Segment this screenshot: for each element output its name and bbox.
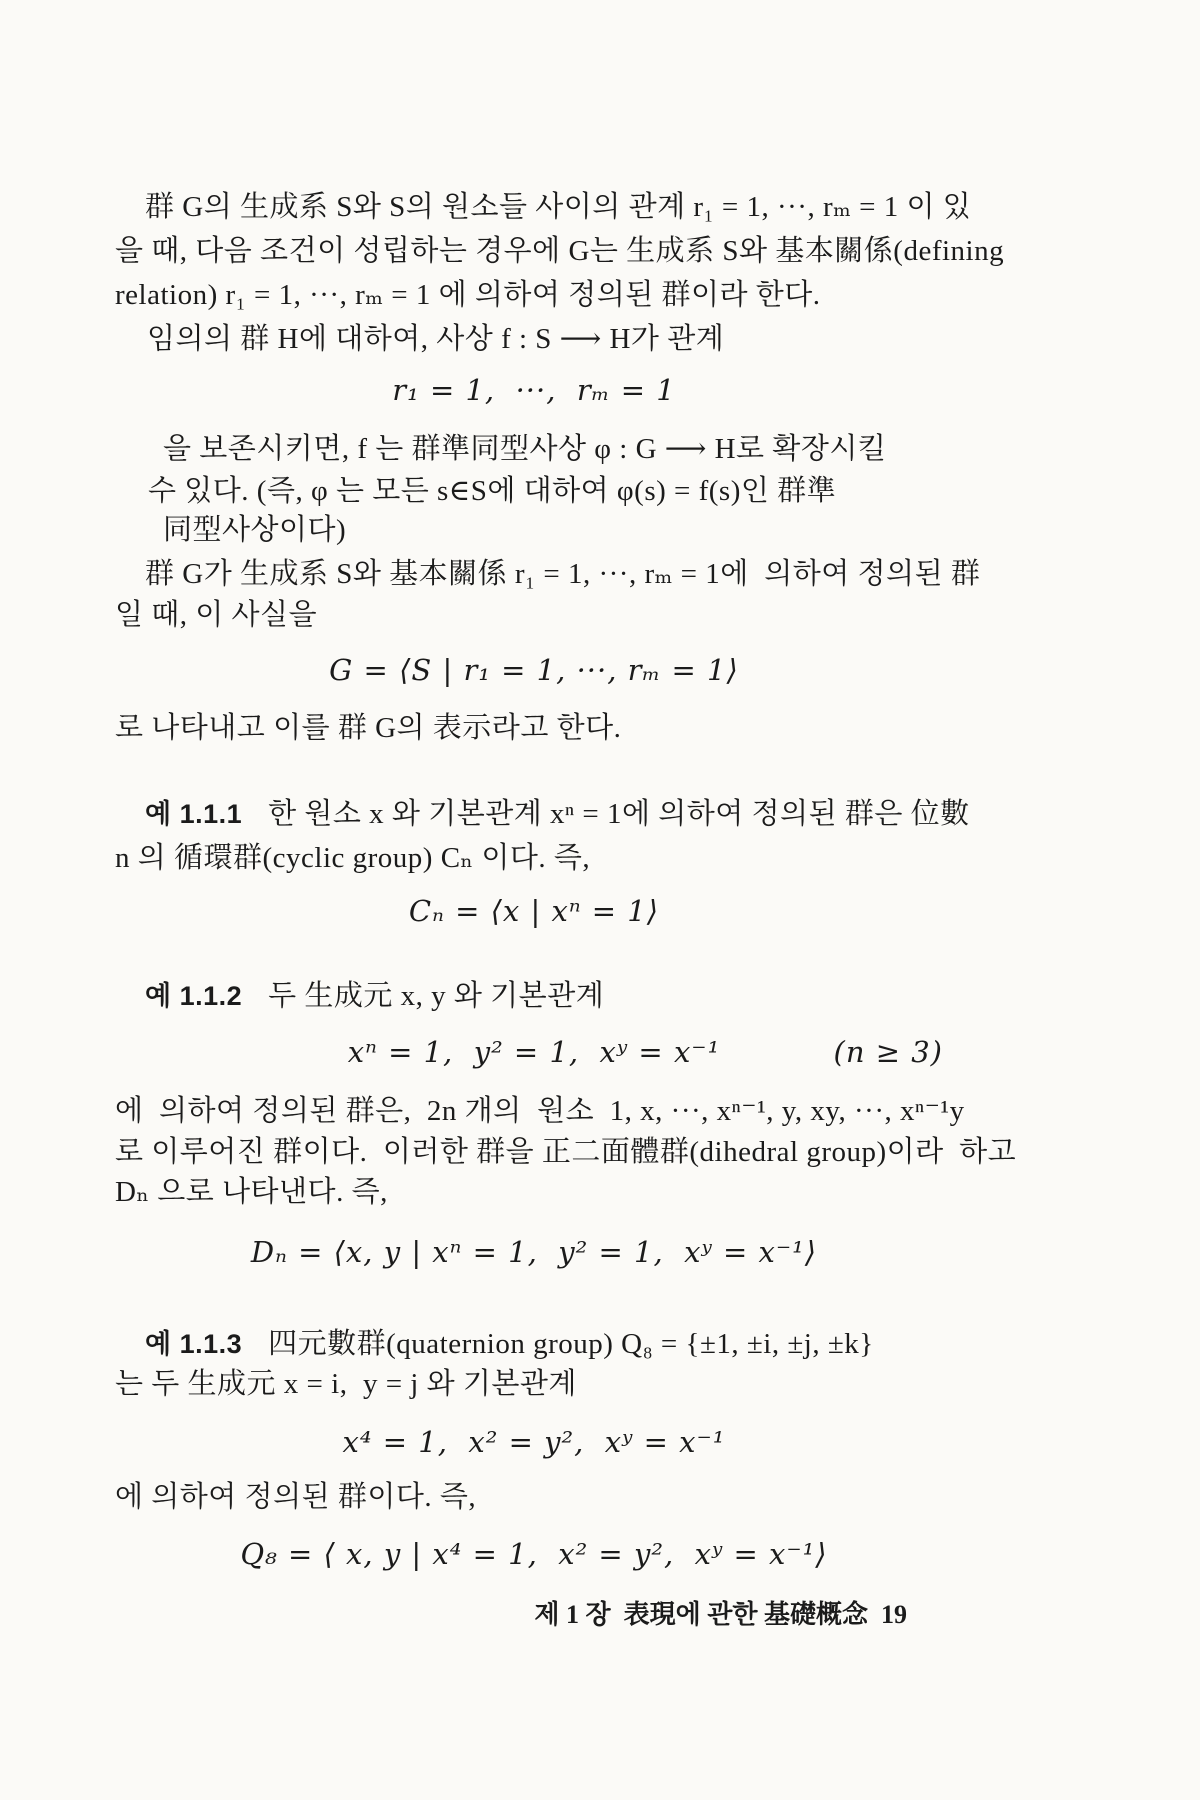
paragraph-line: 群 G의 生成系 S와 S의 원소들 사이의 관계 r₁ = 1, ···, rₘ = 1 이 있 xyxy=(145,191,972,223)
example-label: 예 1.1.1 xyxy=(145,799,243,829)
example-text: 두 生成元 x, y 와 기본관계 xyxy=(268,980,605,1012)
example-text: 한 원소 x 와 기본관계 xⁿ = 1에 의하여 정의된 群은 位數 xyxy=(268,798,970,830)
paragraph-line: n 의 循環群(cyclic group) Cₙ 이다. 즉, xyxy=(115,842,591,874)
paragraph-line: 同型사상이다) xyxy=(163,514,347,546)
paragraph-line: 을 보존시키면, f 는 群準同型사상 φ : G ⟶ H로 확장시킬 xyxy=(163,433,887,465)
paragraph-line: 임의의 群 H에 대하여, 사상 f : S ⟶ H가 관계 xyxy=(147,323,725,355)
example-label: 예 1.1.2 xyxy=(145,981,243,1011)
equation-text: xⁿ = 1, y² = 1, xʸ = x⁻¹ xyxy=(347,1035,721,1069)
paragraph-line: 로 이루어진 群이다. 이러한 群을 正二面體群(dihedral group)이라 하고 xyxy=(115,1136,1017,1168)
equation-dihedral-relations xyxy=(115,1034,953,1070)
example-1-1-2-line xyxy=(145,978,604,1014)
example-text: 四元數群(quaternion group) Q₈ = {±1, ±i, ±j, ±k} xyxy=(268,1328,874,1360)
paragraph-line: 는 두 生成元 x = i, y = j 와 기본관계 xyxy=(115,1368,577,1400)
example-1-1-1-line xyxy=(145,796,970,832)
equation-dihedral-group: Dₙ = ⟨x, y | xⁿ = 1, y² = 1, xʸ = x⁻¹⟩ xyxy=(250,1235,818,1269)
paragraph-line: 을 때, 다음 조건이 성립하는 경우에 G는 生成系 S와 基本關係(defining xyxy=(115,235,1005,267)
paragraph-line: relation) r₁ = 1, ···, rₘ = 1 에 의하여 정의된 群이라 한다. xyxy=(115,279,821,311)
page-footer: 제 1 장 表現에 관한 基礎概念 19 xyxy=(534,1600,907,1629)
equation-quaternion-group: Q₈ = ⟨ x, y | x⁴ = 1, x² = y², xʸ = x⁻¹⟩ xyxy=(240,1537,828,1571)
paragraph-line: Dₙ 으로 나타낸다. 즉, xyxy=(115,1176,388,1208)
equation-condition: (n ≥ 3) xyxy=(833,1035,943,1069)
paragraph-line: 로 나타내고 이를 群 G의 表示라고 한다. xyxy=(115,712,622,744)
equation-quaternion-relations: x⁴ = 1, x² = y², xʸ = x⁻¹ xyxy=(342,1425,726,1459)
paragraph-line: 에 의하여 정의된 群은, 2n 개의 원소 1, x, ···, xⁿ⁻¹, y, xy, ···, xⁿ⁻¹y xyxy=(115,1095,965,1127)
example-label: 예 1.1.3 xyxy=(145,1329,243,1359)
example-1-1-3-line xyxy=(145,1326,874,1362)
paragraph-line: 수 있다. (즉, φ 는 모든 s∈S에 대하여 φ(s) = f(s)인 群準 xyxy=(148,475,837,507)
paragraph-line: 에 의하여 정의된 群이다. 즉, xyxy=(115,1481,477,1513)
equation-presentation: G = ⟨S | r₁ = 1, ···, rₘ = 1⟩ xyxy=(329,653,739,687)
paragraph-line: 일 때, 이 사실을 xyxy=(115,599,318,631)
equation-cyclic-group: Cₙ = ⟨x | xⁿ = 1⟩ xyxy=(408,894,660,928)
equation-relations: r₁ = 1, ···, rₘ = 1 xyxy=(392,373,676,407)
paragraph-line: 群 G가 生成系 S와 基本關係 r₁ = 1, ···, rₘ = 1에 의하여 정의된 群 xyxy=(145,558,981,590)
